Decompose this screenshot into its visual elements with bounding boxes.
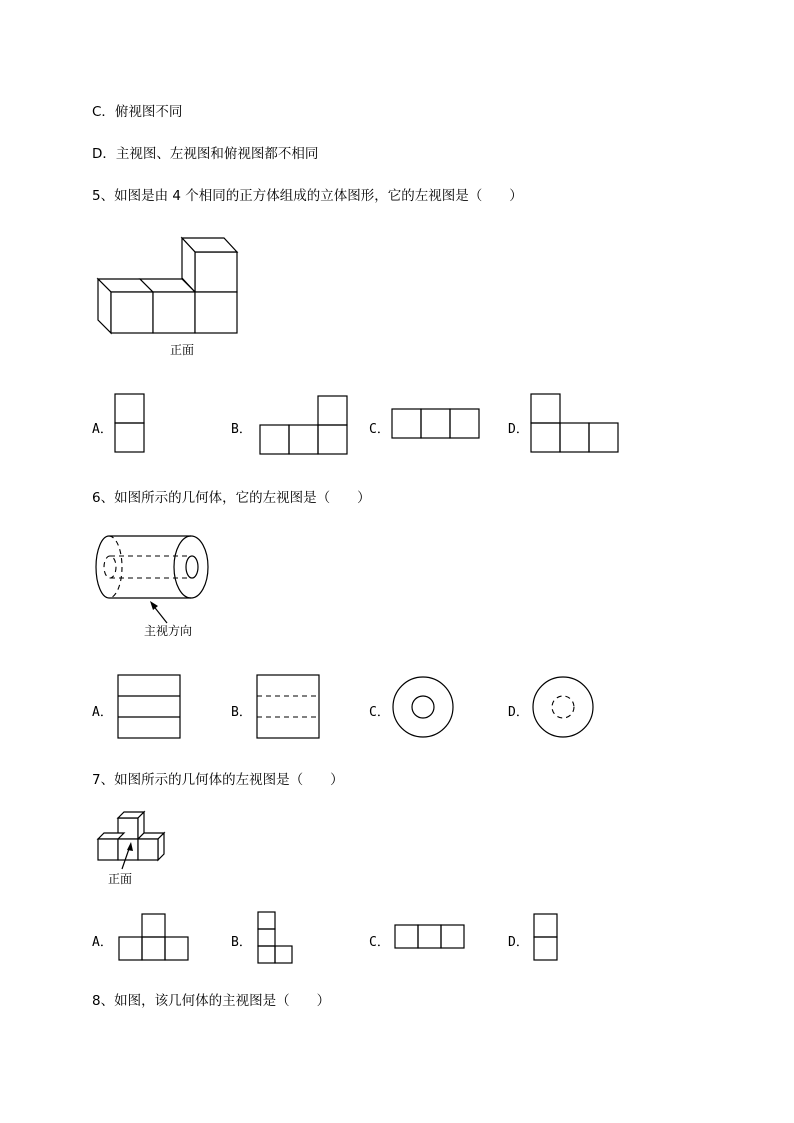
q5-option-d-label[interactable]: D． <box>508 422 529 437</box>
option-c-text: C．俯视图不同 <box>92 104 183 120</box>
q5-option-a-label[interactable]: A． <box>92 422 113 437</box>
q7-option-d-label[interactable]: D． <box>508 935 529 950</box>
q7-option-c-label[interactable]: C． <box>369 935 390 950</box>
question-6-text: 6、如图所示的几何体，它的左视图是（ ） <box>92 490 371 506</box>
q6-option-a-label[interactable]: A． <box>92 705 113 720</box>
q6-option-c-label[interactable]: C． <box>369 705 390 720</box>
q7-option-a-label[interactable]: A． <box>92 935 113 950</box>
q5-option-c-figure <box>391 408 491 448</box>
q7-option-b-figure <box>257 911 307 971</box>
q5-option-c-label[interactable]: C． <box>369 422 390 437</box>
question-8-text: 8、如图，该几何体的主视图是（ ） <box>92 993 331 1009</box>
option-d-text: D．主视图、左视图和俯视图都不相同 <box>92 146 319 162</box>
q7-option-a-figure <box>118 913 198 968</box>
q5-option-d-figure <box>530 393 630 463</box>
q5-caption: 正面 <box>170 343 195 357</box>
q6-caption: 主视方向 <box>144 624 193 638</box>
q7-option-d-figure <box>533 913 563 968</box>
q7-option-b-label[interactable]: B． <box>231 935 252 950</box>
q6-option-d-label[interactable]: D． <box>508 705 529 720</box>
q6-option-d-figure <box>532 676 602 746</box>
question-7-text: 7、如图所示的几何体的左视图是（ ） <box>92 772 344 788</box>
q5-option-b-figure <box>259 395 359 465</box>
q6-option-b-label[interactable]: B． <box>231 705 252 720</box>
q6-option-c-figure <box>392 676 462 746</box>
q5-option-a-figure <box>114 393 154 463</box>
q7-caption: 正面 <box>108 872 133 886</box>
q6-option-b-figure <box>256 674 326 744</box>
q7-cube-figure <box>92 808 192 888</box>
q5-cube-figure <box>90 232 250 362</box>
q6-tube-figure <box>90 530 230 650</box>
q6-option-a-figure <box>117 674 187 744</box>
question-5-text: 5、如图是由 4 个相同的正方体组成的立体图形，它的左视图是（ ） <box>92 188 523 204</box>
q5-option-b-label[interactable]: B． <box>231 422 252 437</box>
q7-option-c-figure <box>394 924 474 954</box>
